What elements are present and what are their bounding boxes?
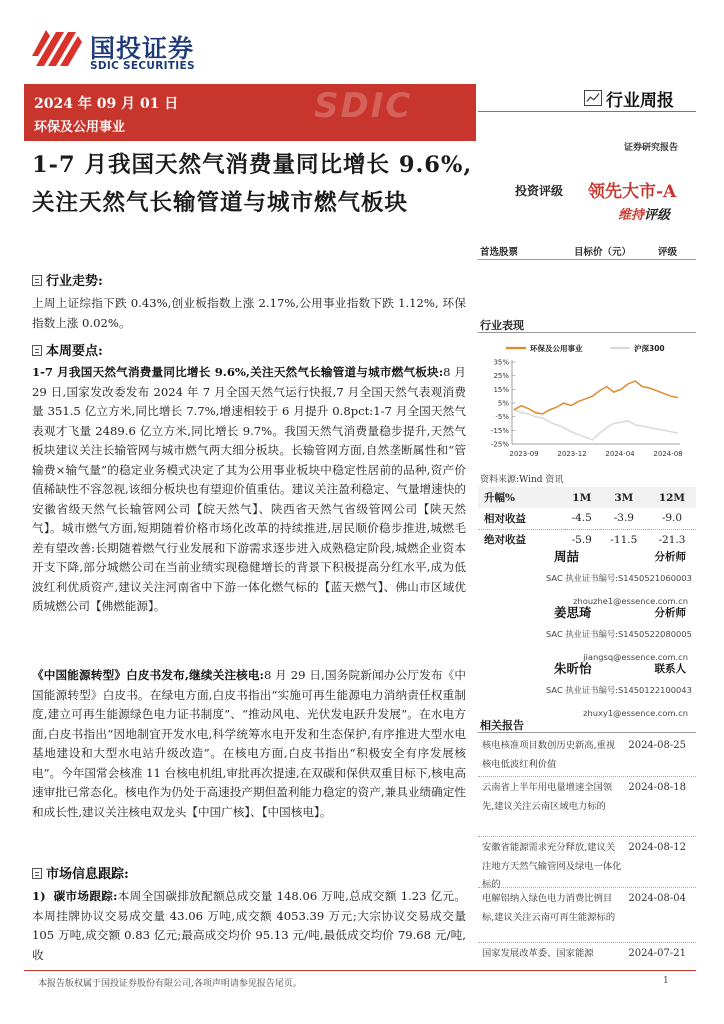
trend-paragraph: 上周上证综指下跌 0.43%,创业板指数上涨 2.17%,公用事业指数下跌 1.12%, 环保指数上涨 0.02%。 <box>32 296 466 330</box>
list-icon <box>32 868 42 879</box>
legend-label: 环保及公用事业 <box>530 344 583 353</box>
chart-trend-icon <box>584 90 602 106</box>
related-report-date: 2024-08-25 <box>628 740 686 751</box>
related-report-title[interactable]: 核电核准项目数创历史新高,重视核电低波红利价值 <box>482 740 616 770</box>
related-report-title[interactable]: 安徽省能源需求充分释放,建议关注地方天然气输管网及绿电一体化标的 <box>482 842 622 890</box>
section-market-heading: 市场信息跟踪: <box>32 863 129 882</box>
rating-action <box>618 204 670 223</box>
rating-action-suffix: 评级 <box>644 208 671 223</box>
highlight-1-body: 8 月 29 日,国家发改委发布 2024 年 7 月全国天然气运行快报,7 月全国天然气表观消费量 351.5 亿立方米,同比增长 7.7%,增速相较于 6 月提升 0.8pct:1-7 月全国天然气表观才飞量 2489.6 亿立方米,同比增长 9.7%。我国天然气消费量稳步提升,天然气板块建议关注长输管网与城市燃气两大细分板块。长输管网方面,自然垄断属性和“管输费×输气量”的稳定业务模式决定了其为公用事业板块中稳定性居前的品种,资产价值稀缺性不容忽视,该细分板块也有望迎价值重估。建议关注盈利稳定、气量增速快的安徽省级天然气长输管网公司【皖天然气】、陕西省天然气省级管网公司【陕天然气】。城市燃气方面,短期随着价格市场化改革的持续推进,居民顺价稳步推进,城燃毛差有望改善:长期随着燃气行业发展和下游需求逐步进入成熟稳定阶段,城燃企业资本开支下降,部分城燃公司在当前业绩实现稳健增长的背景下积极提高分红水平,成为低波红利优质资产,建议关注河南省中下游一体化燃气标的【蓝天燃气】、佛山市区域优质城燃公司【佛燃能源】。 <box>32 365 466 613</box>
perf-row-label: 绝对收益 <box>484 534 526 547</box>
report-sector: 环保及公用事业 <box>34 120 126 135</box>
stock-col-target: 目标价（元） <box>574 247 632 258</box>
legend-label: 沪深300 <box>634 344 665 353</box>
report-type-bar <box>478 84 696 112</box>
related-report-date: 2024-08-04 <box>628 893 686 904</box>
related-report-title[interactable]: 国家发展改革委、国家能源 <box>482 948 594 959</box>
perf-cell: -3.9 <box>600 508 648 529</box>
x-tick-label: 2023-12 <box>557 450 587 458</box>
series-line <box>514 381 678 414</box>
perf-cell: -5.9 <box>571 533 592 546</box>
related-report-date: 2024-07-21 <box>628 948 686 959</box>
y-tick-label: 5% <box>497 399 509 408</box>
stock-col-rating: 评级 <box>658 247 678 258</box>
analyst-card <box>478 659 696 719</box>
analyst-name: 姜思琦 <box>554 605 592 620</box>
divider <box>478 836 696 837</box>
perf-col-header: 12M <box>648 487 696 508</box>
related-report-date: 2024-08-18 <box>628 782 686 793</box>
chart-source: 资料来源:Wind 资讯 <box>480 475 564 485</box>
stock-col-name: 首选股票 <box>480 247 519 258</box>
list-icon <box>32 275 42 286</box>
company-name-cn: 国投证券 <box>90 34 195 63</box>
analyst-role: 分析师 <box>654 607 686 619</box>
section-trend-heading: 行业走势: <box>32 270 103 289</box>
perf-cell: -11.5 <box>610 533 638 546</box>
analyst-name: 周喆 <box>554 549 580 564</box>
report-type: 行业周报 <box>606 91 674 111</box>
highlight-paragraph-2 <box>32 666 466 822</box>
performance-chart <box>480 340 690 464</box>
perf-cell: -4.5 <box>564 508 600 529</box>
y-tick-label: 15% <box>493 385 509 394</box>
highlight-2-lead: 《中国能源转型》白皮书发布,继续关注核电: <box>32 668 264 682</box>
report-banner <box>24 84 476 141</box>
analyst-role: 分析师 <box>654 551 686 563</box>
divider <box>478 887 696 888</box>
performance-table-header <box>478 487 696 508</box>
x-tick-label: 2024-04 <box>605 450 635 458</box>
table-row <box>478 508 696 529</box>
highlight-paragraph-1 <box>32 363 466 617</box>
y-tick-label: 35% <box>493 358 509 367</box>
x-tick-label: 2023-09 <box>509 450 539 458</box>
perf-col-header: 3M <box>600 487 648 508</box>
y-tick-label: -5% <box>495 413 509 422</box>
report-date: 2024 年 09 月 01 日 <box>34 96 179 112</box>
company-logo <box>30 26 230 74</box>
perf-col-header: 升幅% <box>478 487 564 508</box>
related-report-title[interactable]: 云南省上半年用电量增速全国领先,建议关注云南区域电力标的 <box>482 782 613 812</box>
analyst-name: 朱昕怡 <box>554 661 592 676</box>
perf-cell: -21.3 <box>658 533 686 546</box>
y-tick-label: -25% <box>490 440 509 449</box>
perf-col-header: 1M <box>564 487 600 508</box>
rating-action-word: 维持 <box>618 208 645 223</box>
performance-header: 行业表现 <box>478 316 696 333</box>
analyst-email[interactable]: zhouzhe1@essence.com.cn <box>573 596 688 606</box>
page-number: 1 <box>663 976 669 986</box>
banner-watermark: SDIC <box>314 86 413 126</box>
market-paragraph-1 <box>32 887 466 965</box>
analyst-sac: SAC 执业证书编号:S1450122100043 <box>546 685 692 695</box>
rating-value: 领先大市-A <box>588 182 677 202</box>
divider <box>478 776 696 777</box>
highlight-1-lead: 1-7 月我国天然气消费量同比增长 9.6%,关注天然气长输管道与城市燃气板块: <box>32 365 444 379</box>
series-line <box>514 410 678 440</box>
analyst-sac: SAC 执业证书编号:S1450522080005 <box>546 629 692 639</box>
footer-disclaimer: 本报告版权属于国投证券股份有限公司,各项声明请参见报告尾页。 <box>38 979 302 989</box>
related-reports-header: 相关报告 <box>478 716 696 733</box>
list-icon <box>32 345 42 356</box>
highlight-2-body: 8 月 29 日,国务院新闻办公厅发布《中国能源转型》白皮书。在绿电方面,白皮书指出“实施可再生能源电力消纳责任权重制度,建立可再生能源绿色电力证书制度”、“推动风电、光伏发电跃升发展”。在水电方面,白皮书指出“因地制宜开发水电,科学统筹水电开发和生态保护,有序推进大型水电基地建设和大型水电站升级改造”。在核电方面,白皮书指出“积极安全有序发展核电”。今年国常会核准 11 台核电机组,审批再次提速,在双碳和保供双重目标下,核电高速审批已常态化。核电作为仍处于高速投产期但盈利能力稳定的资产,兼具业绩确定性和成长性,建议关注核电双龙头【中国广核】、【中国核电】。 <box>32 668 466 819</box>
related-report-date: 2024-08-12 <box>628 842 686 853</box>
report-title: 1-7 月我国天然气消费量同比增长 9.6%,关注天然气长输管道与城市燃气板块 <box>32 152 473 216</box>
preferred-stock-header <box>478 240 696 260</box>
analyst-sac: SAC 执业证书编号:S1450521060003 <box>546 573 692 583</box>
report-category: 证券研究报告 <box>624 143 679 153</box>
performance-table <box>478 487 696 550</box>
y-tick-label: 25% <box>493 372 509 381</box>
y-tick-label: -15% <box>490 426 509 435</box>
company-name-en: SDIC SECURITIES <box>90 60 195 72</box>
market-1-lead: 碳市场跟踪: <box>53 889 118 903</box>
market-1-index: 1) <box>32 889 46 903</box>
market-1-body: 本周全国碳排放配额总成交量 148.06 万吨,总成交额 1.23 亿元。本周挂牌协议交易成交量 43.06 万吨,成交额 4053.39 万元;大宗协议交易成交量 105 万吨,成交额 0.83 亿元;最高成交均价 95.13 元/吨,最低成交均价 79.68 元/吨,收 <box>32 889 466 962</box>
perf-row-label: 相对收益 <box>478 508 564 529</box>
analyst-email[interactable]: zhuxy1@essence.com.cn <box>583 708 688 718</box>
perf-cell: -9.0 <box>648 508 696 529</box>
analyst-email[interactable]: jiangsq@essence.com.cn <box>583 652 688 662</box>
footer-divider <box>24 970 696 971</box>
x-tick-label: 2024-08 <box>653 450 683 458</box>
section-highlights-heading: 本周要点: <box>32 340 103 359</box>
analyst-role: 联系人 <box>654 663 686 675</box>
divider <box>478 942 696 943</box>
rating-label: 投资评级 <box>515 184 564 198</box>
sdic-logo-icon <box>30 26 84 72</box>
related-report-title[interactable]: 电解铝纳入绿色电力消费比例目标,建议关注云南可再生能源标的 <box>482 893 616 923</box>
